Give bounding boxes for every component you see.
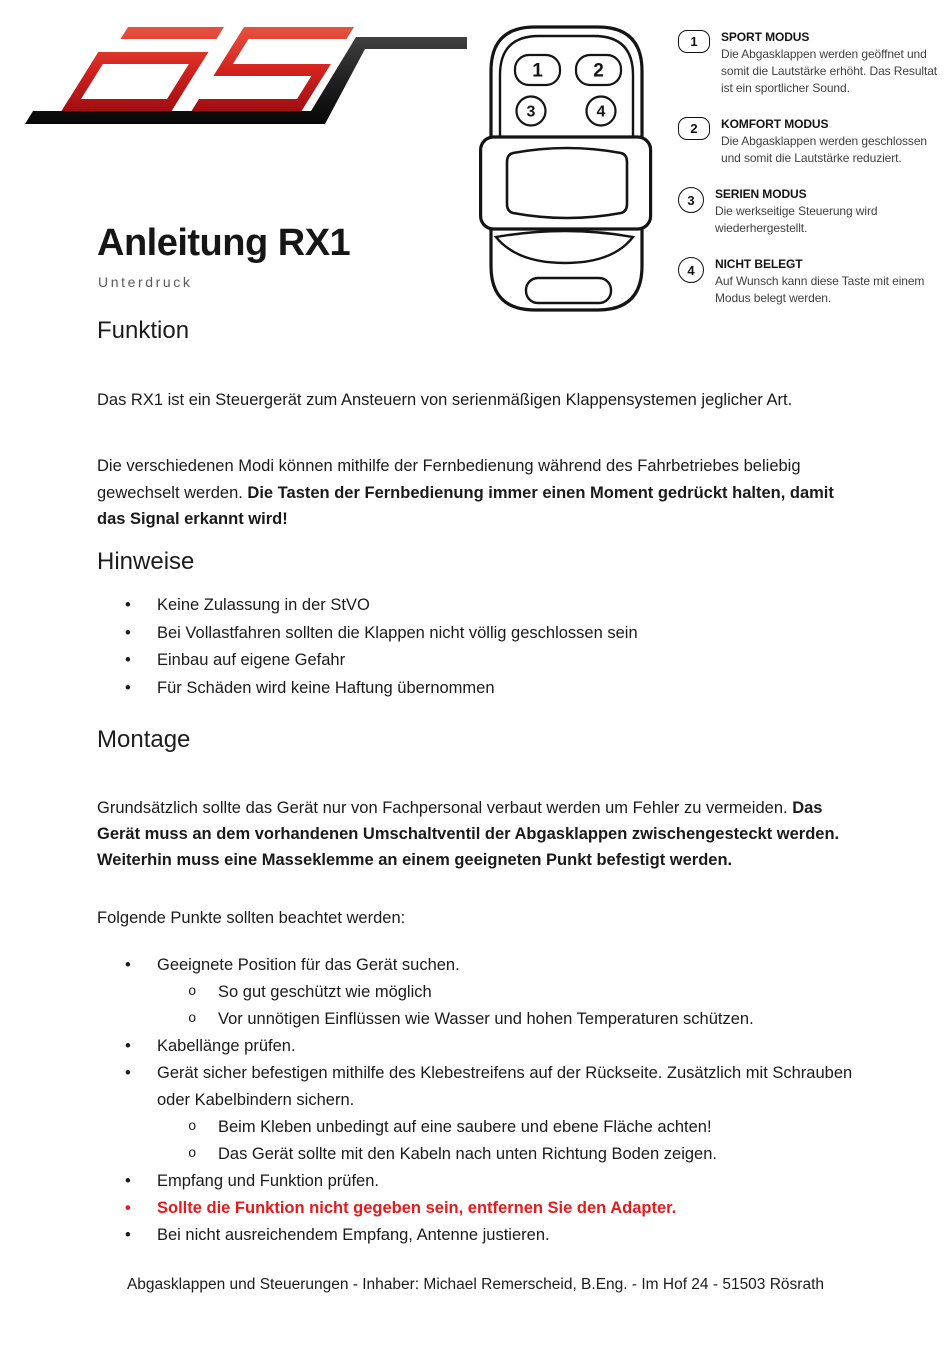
bullet-marker: o xyxy=(188,1146,197,1162)
list-item xyxy=(97,1033,854,1060)
list-item xyxy=(97,1195,854,1222)
hinweise-list xyxy=(97,592,854,702)
list-item-text: Kabellänge prüfen. xyxy=(157,1037,296,1055)
remote-control-diagram xyxy=(479,23,653,317)
montage-paragraph-1 xyxy=(97,795,854,873)
bullet-marker: • xyxy=(125,678,131,697)
list-item-text: Keine Zulassung in der StVO xyxy=(157,596,370,614)
mode-serien-description: Die werkseitige Steuerung wird wiederhergestellt. xyxy=(715,204,878,235)
list-item-text: Vor unnötigen Einflüssen wie Wasser und hohen Temperaturen schützen. xyxy=(218,1010,754,1028)
badge-3: 3 xyxy=(678,187,704,213)
section-heading-hinweise: Hinweise xyxy=(97,548,195,575)
mode-komfort-description: Die Abgasklappen werden geschlossen und somit die Lautstärke reduziert. xyxy=(721,134,927,165)
list-item-text: Das Gerät sollte mit den Kabeln nach unten Richtung Boden zeigen. xyxy=(218,1145,717,1163)
mode-sport xyxy=(678,29,944,97)
list-item xyxy=(97,1114,854,1141)
mode-komfort xyxy=(678,116,944,167)
list-item xyxy=(97,979,854,1006)
mode-nicht-belegt-title: NICHT BELEGT xyxy=(715,257,803,271)
remote-button-2-label: 2 xyxy=(593,60,604,82)
as-logo xyxy=(15,27,467,127)
bullet-marker: • xyxy=(125,623,131,642)
list-item xyxy=(97,592,854,620)
mode-serien-title: SERIEN MODUS xyxy=(715,187,807,201)
bullet-marker: • xyxy=(125,1226,131,1244)
list-item-text: Einbau auf eigene Gefahr xyxy=(157,651,346,669)
text-run: Das Gerät muss an dem vorhandenen Umschaltventil der Abgasklappen zwischengesteckt werden. Weiterhin muss eine Masseklemme an einem geeigneten Punkt befestigt werden. xyxy=(97,799,840,869)
bullet-marker: • xyxy=(125,956,131,974)
section-heading-funktion: Funktion xyxy=(97,317,190,344)
bullet-marker: o xyxy=(188,1119,197,1135)
bullet-marker: • xyxy=(125,596,131,614)
funktion-paragraph-1 xyxy=(97,387,854,414)
text-run: Folgende Punkte sollten beachtet werden: xyxy=(97,909,406,927)
mode-sport-title: SPORT MODUS xyxy=(721,30,810,44)
bullet-marker: • xyxy=(125,1172,131,1190)
list-item xyxy=(97,675,854,703)
page-subtitle: Unterdruck xyxy=(98,274,193,290)
list-item xyxy=(97,1141,854,1168)
remote-button-1-label: 1 xyxy=(532,60,543,82)
list-item-text: So gut geschützt wie möglich xyxy=(218,983,432,1001)
montage-paragraph-2 xyxy=(97,905,854,931)
badge-4: 4 xyxy=(678,257,704,283)
list-item xyxy=(97,1222,854,1249)
remote-button-4-label: 4 xyxy=(596,103,606,121)
montage-list xyxy=(97,952,854,1249)
section-heading-montage: Montage xyxy=(97,726,191,753)
badge-2: 2 xyxy=(678,117,710,140)
bullet-marker: • xyxy=(125,1037,131,1055)
list-item-text: Bei Vollastfahren sollten die Klappen nicht völlig geschlossen sein xyxy=(157,623,638,642)
bullet-marker: • xyxy=(125,1064,131,1082)
footer-address-line: Abgasklappen und Steuerungen - Inhaber: Michael Remerscheid, B.Eng. - Im Hof 24 - 51503 Rösrath xyxy=(126,1276,825,1293)
list-item xyxy=(97,1006,854,1033)
mode-komfort-title: KOMFORT MODUS xyxy=(721,117,829,131)
text-run: Die verschiedenen Modi können mithilfe der Fernbedienung während des Fahrbetriebes beliebig gewechselt werden. xyxy=(97,457,801,502)
mode-sport-description: Die Abgasklappen werden geöffnet und somit die Lautstärke erhöht. Das Resultat ist ein sportlicher Sound. xyxy=(721,47,938,95)
list-item xyxy=(97,1168,854,1195)
list-item xyxy=(97,647,854,675)
list-item xyxy=(97,952,854,979)
list-item xyxy=(97,620,854,648)
list-item-text: Geeignete Position für das Gerät suchen. xyxy=(157,956,460,974)
list-item-text: Bei nicht ausreichendem Empfang, Antenne justieren. xyxy=(157,1226,550,1244)
list-item-text: Beim Kleben unbedingt auf eine saubere und ebene Fläche achten! xyxy=(218,1118,712,1136)
text-run: Grundsätzlich sollte das Gerät nur von Fachpersonal verbaut werden um Fehler zu vermeiden. xyxy=(97,799,793,817)
list-item-text: Für Schäden wird keine Haftung übernommen xyxy=(157,678,495,697)
bullet-marker: • xyxy=(125,1199,131,1217)
mode-serien xyxy=(678,186,944,237)
list-item-text: Empfang und Funktion prüfen. xyxy=(157,1172,379,1190)
bullet-marker: o xyxy=(188,984,197,1000)
logo-letter-a xyxy=(62,27,224,111)
text-run: Die Tasten der Fernbedienung immer einen Moment gedrückt halten, damit das Signal erkannt wird! xyxy=(97,483,834,528)
funktion-paragraph-2 xyxy=(97,453,854,533)
mode-nicht-belegt xyxy=(678,256,944,307)
remote-button-3-label: 3 xyxy=(526,103,536,121)
remote-window xyxy=(507,148,627,218)
text-run: Das RX1 ist ein Steuergerät zum Ansteuern von serienmäßigen Klappensystemen jeglicher Art. xyxy=(97,391,793,409)
page-title: Anleitung RX1 xyxy=(97,222,351,264)
list-item-text: Gerät sicher befestigen mithilfe des Klebestreifens auf der Rückseite. Zusätzlich mit Schrauben oder Kabelbindern sichern. xyxy=(157,1064,853,1109)
bullet-marker: • xyxy=(125,651,131,669)
remote-bottom-slot xyxy=(526,278,611,303)
mode-nicht-belegt-description: Auf Wunsch kann diese Taste mit einem Modus belegt werden. xyxy=(715,274,925,305)
mode-legend xyxy=(678,29,944,326)
bullet-marker: o xyxy=(188,1011,197,1027)
list-item xyxy=(97,1060,854,1114)
badge-1: 1 xyxy=(678,30,710,53)
list-item-text: Sollte die Funktion nicht gegeben sein, entfernen Sie den Adapter. xyxy=(157,1199,677,1217)
